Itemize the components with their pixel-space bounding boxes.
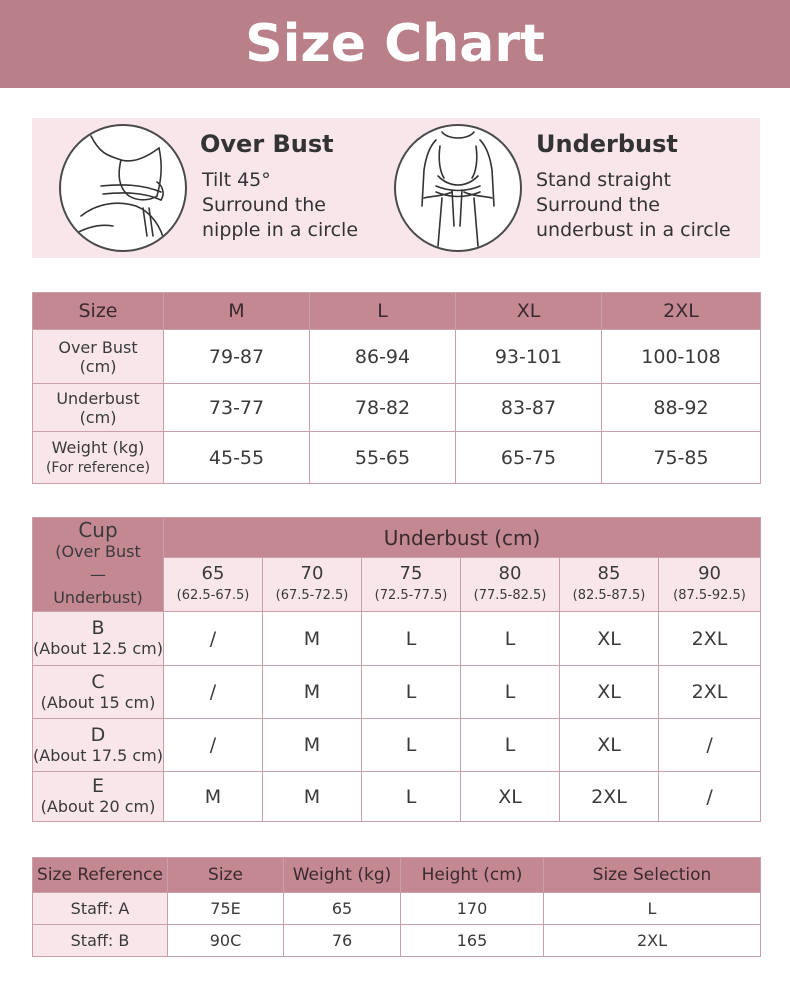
table-cell: XL	[560, 719, 659, 772]
underbust-col-75: 75 (72.5-77.5)	[362, 558, 461, 612]
table-cell: /	[659, 719, 761, 772]
cup-header: Cup (Over Bust — Underbust)	[33, 518, 164, 612]
table-cell: L	[461, 666, 560, 719]
underbust-line-3: underbust in a circle	[536, 219, 731, 241]
row-label-over-bust: Over Bust (cm)	[33, 330, 164, 384]
size-reference-table	[32, 857, 761, 957]
header-size-selection: Size Selection	[544, 858, 761, 893]
table-row	[33, 612, 761, 666]
table-cell: L	[362, 772, 461, 822]
table-cell: /	[164, 612, 263, 666]
over-bust-line-1: Tilt 45°	[202, 169, 271, 191]
table-cell: 78-82	[310, 384, 456, 432]
header-m: M	[164, 293, 310, 330]
table-cell: L	[461, 719, 560, 772]
cup-label-e: E (About 20 cm)	[33, 772, 164, 822]
table-cell: 65	[284, 893, 401, 925]
table-cell: /	[164, 666, 263, 719]
table-cell: XL	[560, 666, 659, 719]
table-cell: 2XL	[659, 666, 761, 719]
table-row	[33, 893, 761, 925]
table-cell: M	[263, 719, 362, 772]
row-label-weight: Weight (kg) (For reference)	[33, 432, 164, 484]
table-cell: 93-101	[456, 330, 602, 384]
table-cell: 2XL	[659, 612, 761, 666]
table-cell: 83-87	[456, 384, 602, 432]
header-height: Height (cm)	[401, 858, 544, 893]
header-xl: XL	[456, 293, 602, 330]
header-size: Size	[33, 293, 164, 330]
table-cell: 86-94	[310, 330, 456, 384]
underbust-col-65: 65 (62.5-67.5)	[164, 558, 263, 612]
staff-a-label: Staff: A	[33, 893, 168, 925]
page-title: Size Chart	[245, 14, 545, 74]
table-row	[33, 384, 761, 432]
table-cell: 100-108	[602, 330, 761, 384]
underbust-col-70: 70 (67.5-72.5)	[263, 558, 362, 612]
header-size: Size	[168, 858, 284, 893]
underbust-figure-icon	[394, 124, 522, 252]
table-cell: 2XL	[544, 925, 761, 957]
table-cell: 90C	[168, 925, 284, 957]
table-row	[33, 772, 761, 822]
cup-label-c: C (About 15 cm)	[33, 666, 164, 719]
table-cell: 88-92	[602, 384, 761, 432]
underbust-title: Underbust	[536, 130, 678, 158]
table-cell: L	[362, 719, 461, 772]
table-cell: XL	[560, 612, 659, 666]
table-cell: /	[659, 772, 761, 822]
table-cell: L	[544, 893, 761, 925]
header-2xl: 2XL	[602, 293, 761, 330]
table-cell: 73-77	[164, 384, 310, 432]
table-cell: 65-75	[456, 432, 602, 484]
underbust-header: Underbust (cm)	[164, 518, 761, 558]
over-bust-line-2: Surround the	[202, 194, 326, 216]
size-table-header	[33, 293, 761, 330]
header-size-reference: Size Reference	[33, 858, 168, 893]
table-cell: M	[263, 612, 362, 666]
underbust-col-80: 80 (77.5-82.5)	[461, 558, 560, 612]
table-cell: M	[263, 772, 362, 822]
measure-panel	[32, 118, 760, 258]
reference-table-header	[33, 858, 761, 893]
table-row	[33, 666, 761, 719]
row-label-underbust: Underbust (cm)	[33, 384, 164, 432]
over-bust-title: Over Bust	[200, 130, 334, 158]
cup-label-d: D (About 17.5 cm)	[33, 719, 164, 772]
underbust-col-85: 85 (82.5-87.5)	[560, 558, 659, 612]
table-cell: 75E	[168, 893, 284, 925]
table-cell: /	[164, 719, 263, 772]
table-cell: L	[362, 612, 461, 666]
header-weight: Weight (kg)	[284, 858, 401, 893]
over-bust-figure-icon	[59, 124, 187, 252]
table-cell: M	[164, 772, 263, 822]
table-cell: 170	[401, 893, 544, 925]
table-cell: M	[263, 666, 362, 719]
size-table	[32, 292, 761, 484]
table-cell: 55-65	[310, 432, 456, 484]
table-cell: 45-55	[164, 432, 310, 484]
table-cell: 165	[401, 925, 544, 957]
table-cell: L	[362, 666, 461, 719]
staff-b-label: Staff: B	[33, 925, 168, 957]
table-cell: XL	[461, 772, 560, 822]
underbust-line-1: Stand straight	[536, 169, 671, 191]
underbust-col-90: 90 (87.5-92.5)	[659, 558, 761, 612]
table-cell: L	[461, 612, 560, 666]
cup-table-header	[33, 518, 761, 558]
cup-label-b: B (About 12.5 cm)	[33, 612, 164, 666]
table-cell: 79-87	[164, 330, 310, 384]
table-cell: 2XL	[560, 772, 659, 822]
table-row	[33, 719, 761, 772]
table-row	[33, 432, 761, 484]
title-banner	[0, 0, 790, 88]
cup-table	[32, 517, 761, 822]
table-cell: 76	[284, 925, 401, 957]
table-cell: 75-85	[602, 432, 761, 484]
underbust-line-2: Surround the	[536, 194, 660, 216]
header-l: L	[310, 293, 456, 330]
table-row	[33, 330, 761, 384]
over-bust-line-3: nipple in a circle	[202, 219, 359, 241]
table-row	[33, 925, 761, 957]
